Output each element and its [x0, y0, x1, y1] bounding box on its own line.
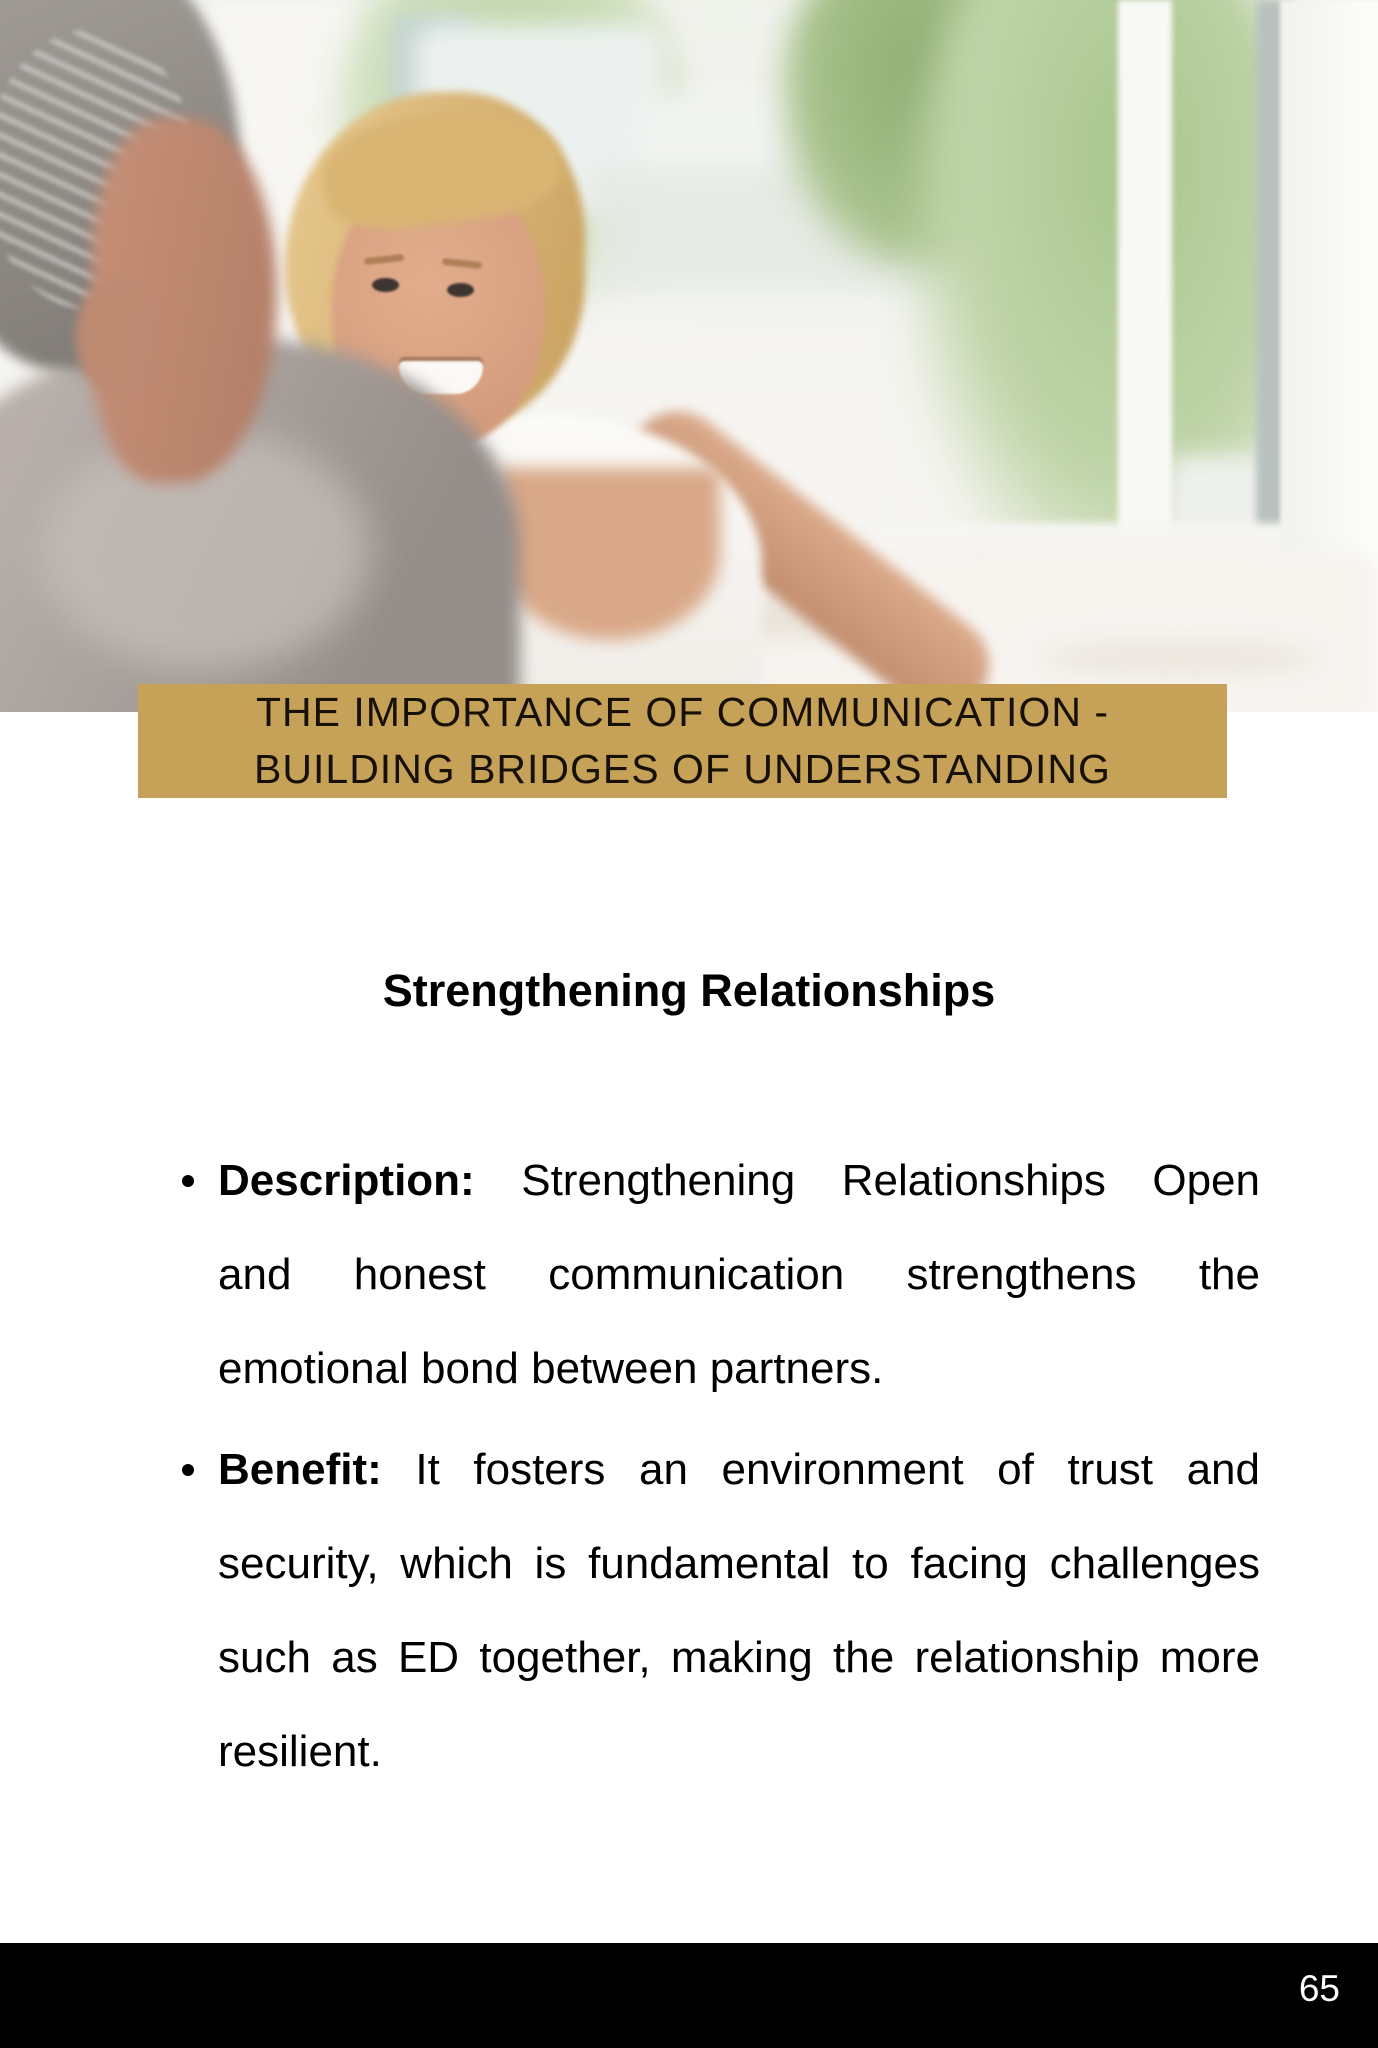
- bullet-label: Description:: [218, 1156, 475, 1205]
- bullet-line: such as ED together, making the relationship more: [218, 1633, 1260, 1682]
- photo-woman-chest: [500, 468, 720, 640]
- bullet-line: [218, 1423, 1260, 1517]
- bullet-line: [218, 1134, 1260, 1228]
- photo-man-ear: [76, 280, 146, 392]
- page-footer: [0, 1943, 1378, 2048]
- bullet-list: [218, 1134, 1260, 1806]
- bullet-line-text: It fosters an environment of trust and: [415, 1445, 1260, 1494]
- chapter-title-banner: [138, 684, 1227, 798]
- bullet-dot-icon: [182, 1175, 194, 1187]
- bullet-line: resilient.: [218, 1727, 382, 1776]
- bullet-line: emotional bond between partners.: [218, 1344, 884, 1393]
- bullet-line-text: Strengthening Relationships Open: [521, 1156, 1260, 1205]
- bullet-item-benefit: [218, 1423, 1260, 1799]
- section-heading: Strengthening Relationships: [382, 965, 996, 1016]
- chapter-title-line-2: BUILDING BRIDGES OF UNDERSTANDING: [254, 746, 1111, 792]
- bullet-line: and honest communication strengthens the: [218, 1250, 1260, 1299]
- bullet-item-description: [218, 1134, 1260, 1416]
- couple-photo: [0, 0, 1378, 712]
- chapter-title-line-1: THE IMPORTANCE OF COMMUNICATION -: [256, 689, 1109, 735]
- bullet-line: security, which is fundamental to facing challenges: [218, 1539, 1260, 1588]
- bullet-label: Benefit:: [218, 1445, 382, 1494]
- photo-couch-fold: [1040, 640, 1320, 676]
- page-number: 65: [1298, 1968, 1340, 2009]
- bullet-dot-icon: [182, 1464, 194, 1476]
- photo-woman-eye: [447, 283, 474, 297]
- photo-woman-eye: [372, 278, 399, 292]
